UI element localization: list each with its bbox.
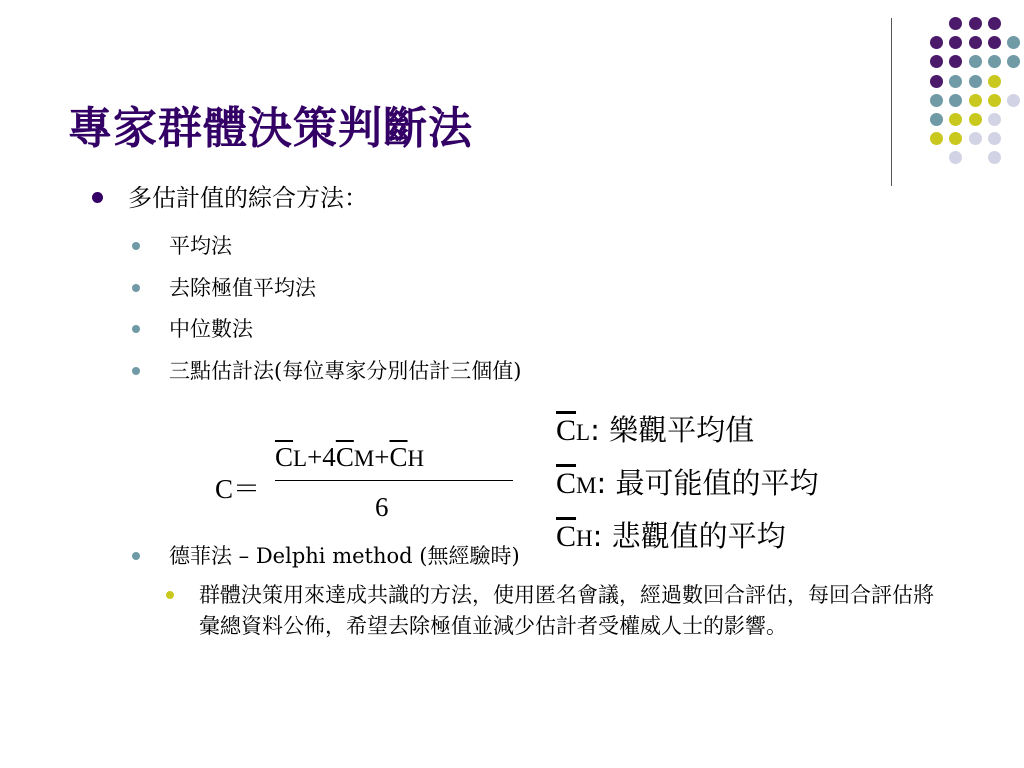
definition-symbol: $\overline{C}$	[556, 467, 577, 500]
formula-c-symbol: $\overline{C}$	[389, 442, 408, 472]
formula-lhs: C＝	[215, 474, 261, 504]
definition-text: : 樂觀平均值	[590, 413, 755, 447]
decor-dot	[930, 36, 943, 49]
bullet-dot-icon	[132, 367, 140, 375]
formula-operator: +	[374, 442, 390, 472]
decor-dot	[930, 75, 943, 88]
decor-dot	[949, 151, 962, 164]
list-item-text: 平均法	[169, 234, 232, 258]
decor-dot	[949, 94, 962, 107]
definition-row	[556, 408, 754, 449]
definition-subscript: H	[576, 526, 593, 551]
decor-dot	[988, 36, 1001, 49]
definition-text: : 最可能值的平均	[596, 466, 819, 500]
list-item-text: 三點估計法(每位專家分別估計三個值)	[169, 359, 522, 383]
decor-dot	[988, 151, 1001, 164]
decor-dot	[969, 75, 982, 88]
bullet-dot-icon	[92, 192, 103, 203]
decor-dot	[949, 75, 962, 88]
decor-vertical-line	[891, 18, 892, 186]
decor-dot	[969, 36, 982, 49]
decor-dot	[930, 132, 943, 145]
formula-c-symbol: $\overline{C}$	[335, 442, 354, 472]
decor-dot	[988, 132, 1001, 145]
formula-fraction-bar	[275, 480, 513, 481]
bullet-dot-icon	[132, 284, 140, 292]
decor-dot	[988, 113, 1001, 126]
decor-dot	[988, 75, 1001, 88]
definition-subscript: L	[576, 420, 591, 445]
decor-dot	[1007, 94, 1020, 107]
decor-dot	[930, 113, 943, 126]
decor-dot	[969, 17, 982, 30]
decor-dot	[969, 55, 982, 68]
decor-dot	[969, 132, 982, 145]
decor-dot	[1007, 55, 1020, 68]
decor-dot	[949, 36, 962, 49]
formula-operator: +4	[307, 442, 336, 472]
definition-row	[556, 461, 818, 502]
formula-numerator	[275, 442, 424, 473]
decor-dot	[969, 94, 982, 107]
bullet-dot-icon	[132, 325, 140, 333]
definition-row	[556, 514, 786, 555]
definition-text: : 悲觀值的平均	[592, 519, 786, 553]
list-item-text: 中位數法	[169, 317, 253, 341]
decor-dot	[930, 94, 943, 107]
bullet-dot-icon	[132, 242, 140, 250]
formula-subscript: M	[353, 446, 375, 471]
decor-dot	[988, 17, 1001, 30]
decor-dot	[930, 55, 943, 68]
bullet-dot-icon	[166, 591, 174, 599]
list-subitem-text: 群體決策用來達成共識的方法，使用匿名會議，經過數回合評估，每回合評估將彙總資料公佈，希望去除極值並減少估計者受權威人士的影響。	[199, 583, 934, 638]
definition-subscript: M	[576, 473, 597, 498]
list-item-text: 去除極值平均法	[169, 276, 316, 300]
definition-symbol: $\overline{C}$	[556, 414, 577, 447]
formula-c-symbol: $\overline{C}$	[275, 442, 294, 472]
decor-dot	[988, 94, 1001, 107]
decor-dot	[949, 132, 962, 145]
decor-dot	[988, 55, 1001, 68]
bullet-dot-icon	[132, 552, 140, 560]
decor-dot	[949, 17, 962, 30]
decor-dot	[949, 113, 962, 126]
decor-dot	[949, 55, 962, 68]
definition-symbol: $\overline{C}$	[556, 520, 577, 553]
bullet-main-text: 多估計值的綜合方法：	[128, 184, 368, 212]
decor-dot	[969, 113, 982, 126]
slide-title: 專家群體決策判斷法	[68, 103, 473, 154]
decor-dot	[1007, 36, 1020, 49]
list-item-text: 德菲法 – Delphi method (無經驗時)	[169, 544, 520, 568]
formula-subscript: H	[407, 446, 425, 471]
formula-denominator: 6	[375, 492, 389, 522]
formula-subscript: L	[293, 446, 308, 471]
